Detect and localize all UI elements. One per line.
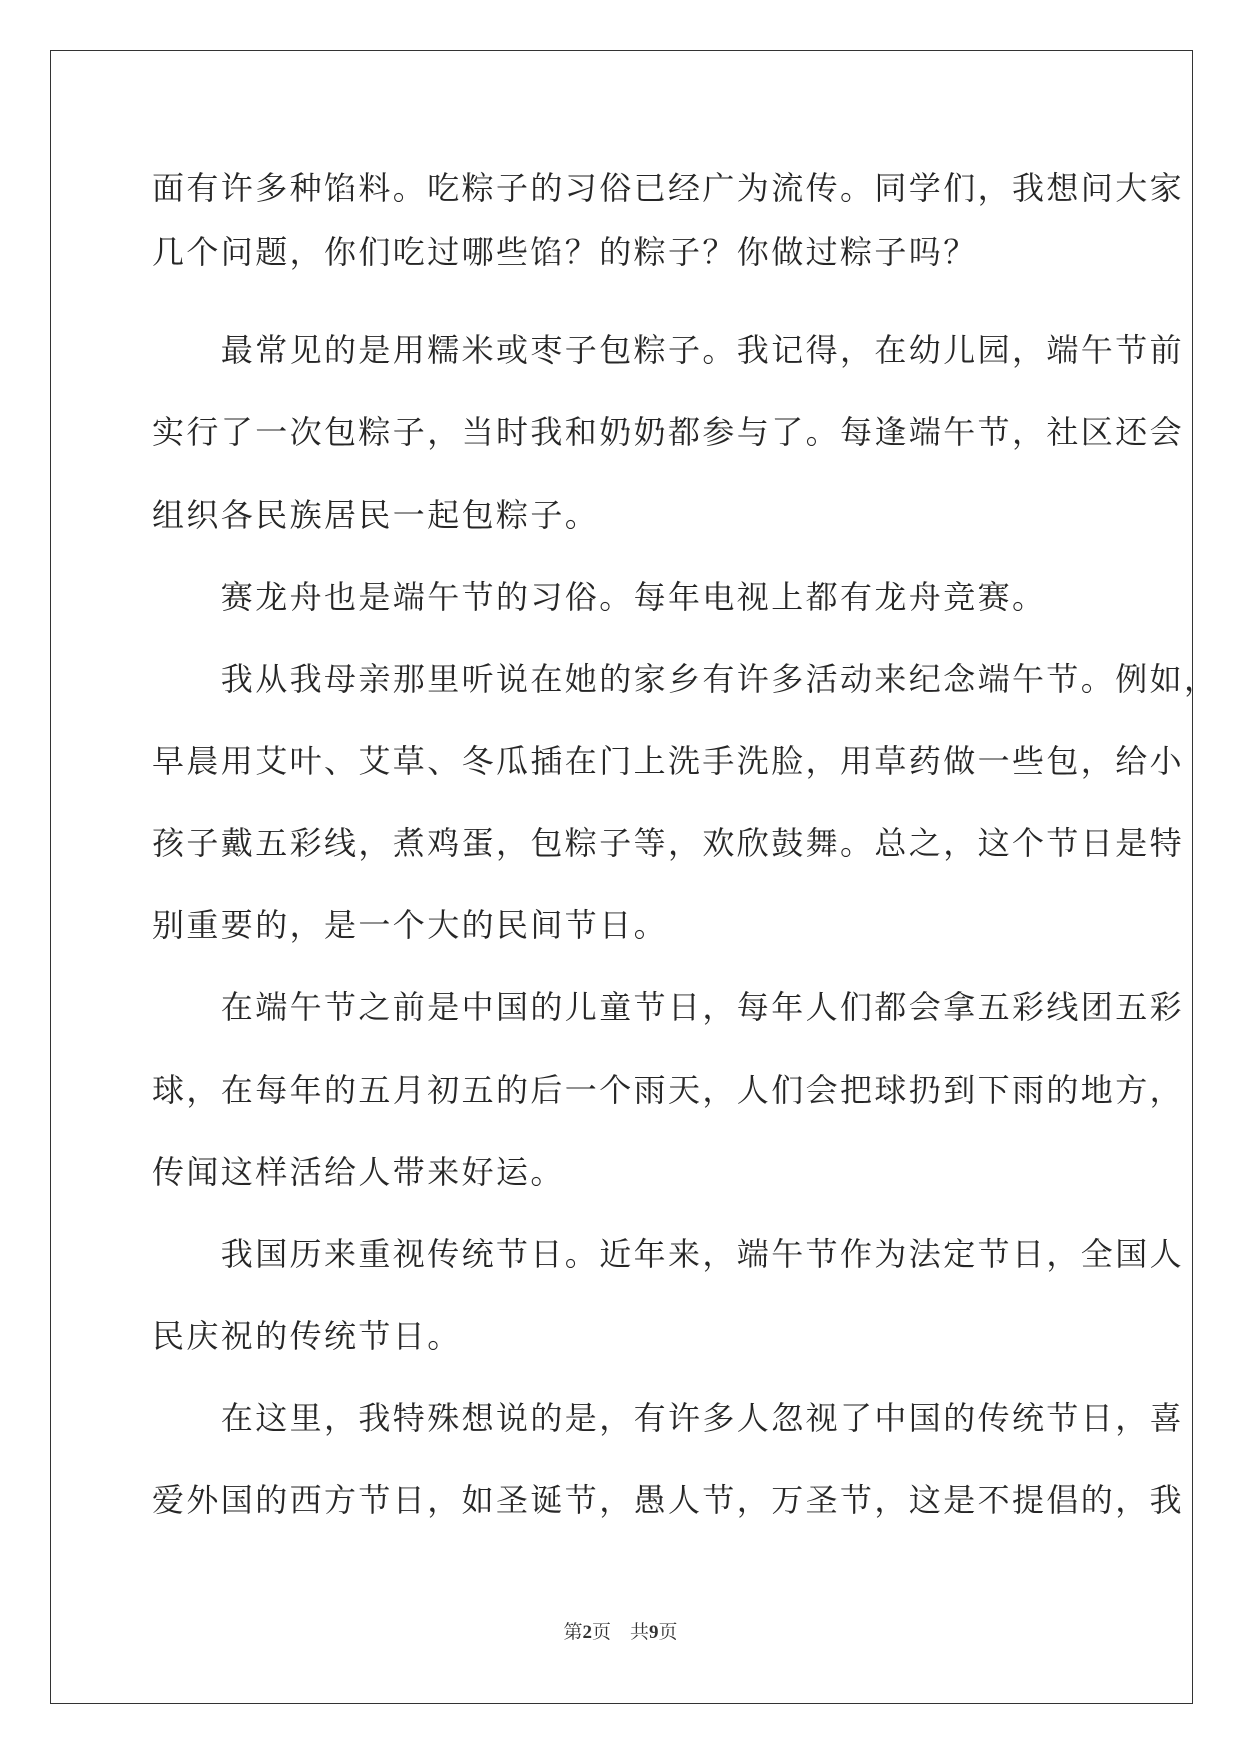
text-line: 我从我母亲那里听说在她的家乡有许多活动来纪念端午节。例如， (152, 660, 1219, 698)
text-line: 赛龙舟也是端午节的习俗。每年电视上都有龙舟竞赛。 (152, 578, 1047, 616)
text-line: 实行了一次包粽子，当时我和奶奶都参与了。每逢端午节，社区还会 (152, 413, 1185, 451)
page-footer (0, 1620, 1241, 1645)
total-page-number: 9 (649, 1622, 659, 1643)
text-line: 早晨用艾叶、艾草、冬瓜插在门上洗手洗脸，用草药做一些包，给小 (152, 742, 1185, 780)
text-line: 传闻这样活给人带来好运。 (152, 1153, 565, 1191)
text-line: 在端午节之前是中国的儿童节日，每年人们都会拿五彩线团五彩 (152, 988, 1185, 1026)
text-line: 爱外国的西方节日，如圣诞节，愚人节，万圣节，这是不提倡的，我 (152, 1481, 1185, 1519)
text-line: 几个问题，你们吃过哪些馅？的粽子？你做过粽子吗？ (152, 233, 978, 271)
text-line: 民庆祝的传统节日。 (152, 1317, 462, 1355)
text-line: 孩子戴五彩线，煮鸡蛋，包粽子等，欢欣鼓舞。总之，这个节日是特 (152, 824, 1185, 862)
text-line: 别重要的，是一个大的民间节日。 (152, 906, 669, 944)
text-line: 组织各民族居民一起包粽子。 (152, 496, 600, 534)
text-line: 球，在每年的五月初五的后一个雨天，人们会把球扔到下雨的地方， (152, 1071, 1185, 1109)
text-line: 最常见的是用糯米或枣子包粽子。我记得，在幼儿园，端午节前 (152, 331, 1185, 369)
text-line: 在这里，我特殊想说的是，有许多人忽视了中国的传统节日，喜 (152, 1399, 1185, 1437)
page-border (50, 50, 1193, 1704)
page-label-prefix: 第 (563, 1621, 583, 1643)
current-page-number: 2 (582, 1622, 592, 1643)
page-label-mid: 页 共 (591, 1621, 649, 1643)
text-line: 面有许多种馅料。吃粽子的习俗已经广为流传。同学们，我想问大家 (152, 169, 1185, 207)
text-line: 我国历来重视传统节日。近年来，端午节作为法定节日，全国人 (152, 1235, 1185, 1273)
page-label-suffix: 页 (658, 1621, 678, 1643)
